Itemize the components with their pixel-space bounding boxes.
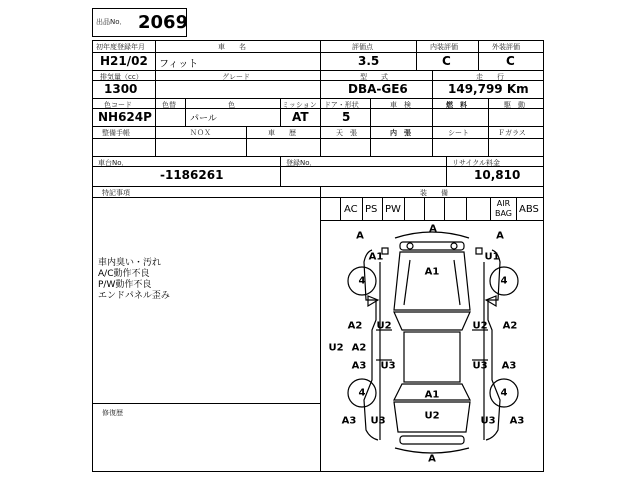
repair-history-label: 修復歴 xyxy=(102,409,123,417)
damage-label-rear-bumper: A xyxy=(428,453,436,465)
damage-label-roof-rear: A1 xyxy=(424,389,440,401)
headliner-header: 天 張 xyxy=(336,129,357,137)
damage-label-left-sill: U2 xyxy=(328,342,344,354)
damage-label-left-front-fender: A1 xyxy=(368,251,384,263)
door-count-value: 5 xyxy=(342,110,351,124)
note-item: P/W動作不良 xyxy=(98,280,152,290)
recycle-fee-value: 10,810 xyxy=(474,168,521,182)
interior-grade-value: C xyxy=(442,54,451,68)
color-value: パール xyxy=(190,114,217,124)
equipment-abs: ABS xyxy=(519,204,539,215)
front-glass-header: Ｆガラス xyxy=(498,129,526,137)
note-item: エンドパネル歪み xyxy=(98,291,170,301)
damage-label-hood: A1 xyxy=(424,266,440,278)
displacement-value: 1300 xyxy=(104,82,138,96)
tire-label-front-right: 4 xyxy=(500,275,508,287)
exterior-grade-value: C xyxy=(506,54,515,68)
first-registration-header: 初年度登録年月 xyxy=(96,43,145,51)
damage-label-right-rear-quarter-inner: U3 xyxy=(472,360,488,372)
transmission-value: AT xyxy=(292,110,309,124)
door-shape-header: ドア・形状 xyxy=(324,101,359,109)
nox-header: ＮＯＸ xyxy=(190,129,211,137)
exterior-grade-header: 外装評価 xyxy=(492,43,520,51)
inspection-header: 車 検 xyxy=(390,101,411,109)
notes-label: 特記事項 xyxy=(102,189,130,197)
grade-header: グレード xyxy=(222,73,250,81)
interior-trim-header: 内 張 xyxy=(390,129,411,137)
seat-header: シート xyxy=(448,129,469,137)
damage-label-left-rear-door: A2 xyxy=(351,342,367,354)
damage-label-rear-left-corner: A3 xyxy=(341,415,357,427)
damage-label-right-front-door-inner: U2 xyxy=(472,320,488,332)
lot-label: 出品No． xyxy=(96,18,127,26)
first-registration-value: H21/02 xyxy=(100,54,148,68)
fuel-header: 燃 料 xyxy=(446,101,467,109)
damage-label-left-rear-quarter: A3 xyxy=(351,360,367,372)
drive-header: 駆 動 xyxy=(504,101,525,109)
service-record-header: 整備手帳 xyxy=(102,129,130,137)
car-name-header: 車 名 xyxy=(218,43,246,51)
note-item: 車内臭い・汚れ xyxy=(98,258,162,268)
damage-label-rear-left-corner-inner: U3 xyxy=(370,415,386,427)
transmission-header: ミッション xyxy=(282,101,317,109)
damage-label-left-rear-quarter-inner: U3 xyxy=(380,360,396,372)
color-change-header: 色替 xyxy=(162,101,176,109)
grade-score-header: 評価点 xyxy=(352,43,373,51)
note-item: A/C動作不良 xyxy=(98,269,150,279)
damage-label-right-front-door: A2 xyxy=(502,320,518,332)
tire-label-rear-right: 4 xyxy=(500,387,508,399)
color-header: 色 xyxy=(228,101,235,109)
damage-label-right-front-fender: U1 xyxy=(484,251,500,263)
color-code-value: NH624P xyxy=(98,110,152,124)
damage-label-right-rear-quarter: A3 xyxy=(501,360,517,372)
damage-label-left-front-door: A2 xyxy=(347,320,363,332)
model-code-value: DBA-GE6 xyxy=(348,82,408,96)
equipment-label: 装 備 xyxy=(420,189,448,197)
model-code-header: 型 式 xyxy=(360,73,388,81)
chassis-number-header: 車台No． xyxy=(98,159,129,167)
equipment-ps: PS xyxy=(365,204,378,215)
registration-number-header: 登録No． xyxy=(286,159,317,167)
equipment-pw: PW xyxy=(385,204,401,215)
damage-label-tailgate: U2 xyxy=(424,410,440,422)
damage-label-rear-right-corner: A3 xyxy=(509,415,525,427)
damage-label-rear-right-corner-inner: U3 xyxy=(480,415,496,427)
damage-label-left-front-door-inner: U2 xyxy=(376,320,392,332)
equipment-airbag: AIR BAG xyxy=(494,199,513,218)
grade-score-value: 3.5 xyxy=(358,54,380,68)
equipment-ac: AC xyxy=(344,204,358,215)
interior-grade-header: 内装評価 xyxy=(430,43,458,51)
damage-label-front-bumper: A xyxy=(429,223,437,235)
mileage-header: 走 行 xyxy=(476,73,504,81)
lot-number: 2069 xyxy=(138,12,189,33)
car-name-value: フィット xyxy=(159,59,199,70)
chassis-number-value: -1186261 xyxy=(160,168,224,182)
damage-label-front-right-corner: A xyxy=(496,230,504,242)
mileage-value: 149,799 Km xyxy=(448,82,529,96)
tire-label-front-left: 4 xyxy=(358,275,366,287)
recycle-fee-header: リサイクル料金 xyxy=(452,159,501,167)
tire-label-rear-left: 4 xyxy=(358,387,366,399)
displacement-header: 排気量（cc） xyxy=(100,73,143,81)
color-code-header: 色コード xyxy=(104,101,132,109)
history-header: 車 歴 xyxy=(268,129,296,137)
damage-label-front-left-corner: A xyxy=(356,230,364,242)
